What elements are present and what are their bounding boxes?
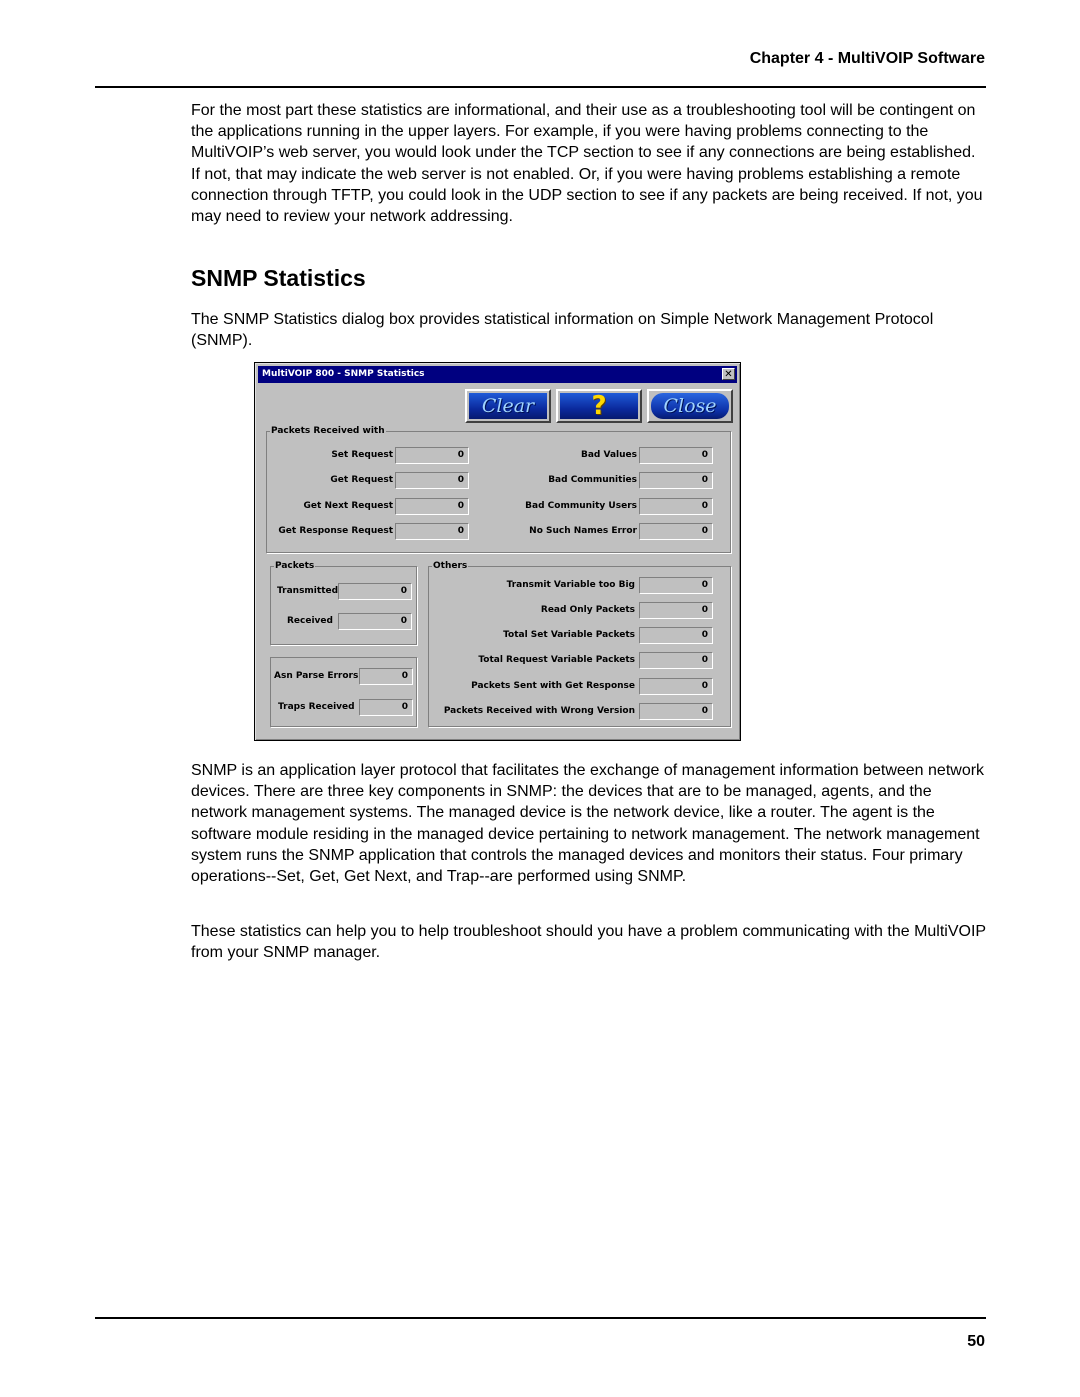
stat-label: Get Request — [330, 475, 393, 485]
stat-label: Bad Values — [580, 450, 637, 460]
stat-value-field: 0 — [639, 678, 713, 695]
stat-value-field: 0 — [338, 613, 412, 630]
clear-button-label: Clear — [469, 393, 547, 419]
stat-value-field: 0 — [395, 523, 469, 540]
stat-label: Get Response Request — [278, 526, 393, 536]
stat-label: Packets Received with Wrong Version — [443, 706, 635, 716]
stat-value-field: 0 — [639, 472, 713, 489]
stat-value-field: 0 — [359, 699, 413, 716]
stat-value-field: 0 — [639, 602, 713, 619]
packets-group — [270, 561, 417, 645]
header-rule — [95, 86, 986, 88]
others-group — [428, 561, 731, 727]
chapter-header: Chapter 4 - MultiVOIP Software — [749, 50, 985, 67]
stat-value-field: 0 — [639, 703, 713, 720]
troubleshoot-paragraph: These statistics can help you to help troubleshoot should you have a problem communicating with the MultiVOIP from your SNMP manager. — [191, 923, 986, 962]
stat-label: Get Next Request — [303, 501, 393, 511]
stat-label: Asn Parse Errors — [274, 671, 359, 681]
stat-value-field: 0 — [639, 523, 713, 540]
stat-label: Received — [287, 616, 333, 626]
dialog-titlebar — [258, 366, 737, 383]
stat-label: Traps Received — [278, 702, 355, 712]
stat-value-field: 0 — [639, 652, 713, 669]
stat-value-field: 0 — [639, 447, 713, 464]
stat-label: Transmitted — [277, 586, 339, 596]
stat-label: No Such Names Error — [529, 526, 637, 536]
stat-label: Total Request Variable Packets — [478, 655, 635, 665]
stat-value-field: 0 — [395, 447, 469, 464]
intro-paragraph: For the most part these statistics are informational, and their use as a troubleshooting tool will be contingent on the applications running in the upper layers. For example, if you were having problems connecting to the MultiVOIP’s web server, you would look under the TCP section to see if any connections are being established. If not, that may indicate the web server is not enabled. Or, if you were having problems establishing a remote connection through TFTP, you could look in the UDP section to see if any packets are being received. If not, you may need to review your network addressing. — [191, 102, 983, 226]
dialog-title: MultiVOIP 800 - SNMP Statistics — [262, 369, 425, 379]
section-heading: SNMP Statistics — [191, 265, 366, 291]
stat-value-field: 0 — [639, 577, 713, 594]
stat-value-field: 0 — [395, 498, 469, 515]
close-button[interactable] — [647, 389, 733, 423]
close-icon[interactable]: ✕ — [722, 368, 735, 380]
stat-label: Bad Community Users — [525, 501, 637, 511]
page-number: 50 — [967, 1333, 985, 1350]
stat-value-field: 0 — [338, 583, 412, 600]
errors-group — [270, 657, 417, 727]
clear-button[interactable] — [465, 389, 551, 423]
stat-label: Read Only Packets — [540, 605, 635, 615]
footer-rule — [95, 1317, 986, 1319]
stat-value-field: 0 — [639, 627, 713, 644]
group-title: Others — [433, 561, 468, 571]
packets-received-with-group — [266, 426, 731, 553]
stat-label: Bad Communities — [548, 475, 637, 485]
stat-value-field: 0 — [359, 668, 413, 685]
stat-label: Total Set Variable Packets — [503, 630, 635, 640]
stat-label: Packets Sent with Get Response — [471, 681, 635, 691]
stat-label: Transmit Variable too Big — [506, 580, 635, 590]
group-title: Packets — [275, 561, 315, 571]
close-button-label: Close — [651, 393, 729, 419]
snmp-explanation-paragraph: SNMP is an application layer protocol that facilitates the exchange of management information between network devices. There are three key components in SNMP: the devices that are to be managed, agents, and the network management systems. The managed device is the network device, like a router. The agent is the software module residing in the managed device pertaining to network management. The network management system runs the SNMP application that controls the managed devices and monitors their status. Four primary operations--Set, Get, Get Next, and Trap--are performed using SNMP. — [191, 762, 985, 886]
help-button[interactable] — [556, 389, 642, 423]
snmp-statistics-dialog — [254, 362, 741, 741]
stat-label: Set Request — [331, 450, 393, 460]
group-title: Packets Received with — [271, 426, 385, 436]
help-icon: ? — [560, 393, 638, 419]
dialog-description-paragraph: The SNMP Statistics dialog box provides statistical information on Simple Network Management Protocol (SNMP). — [191, 311, 934, 350]
stat-value-field: 0 — [639, 498, 713, 515]
stat-value-field: 0 — [395, 472, 469, 489]
